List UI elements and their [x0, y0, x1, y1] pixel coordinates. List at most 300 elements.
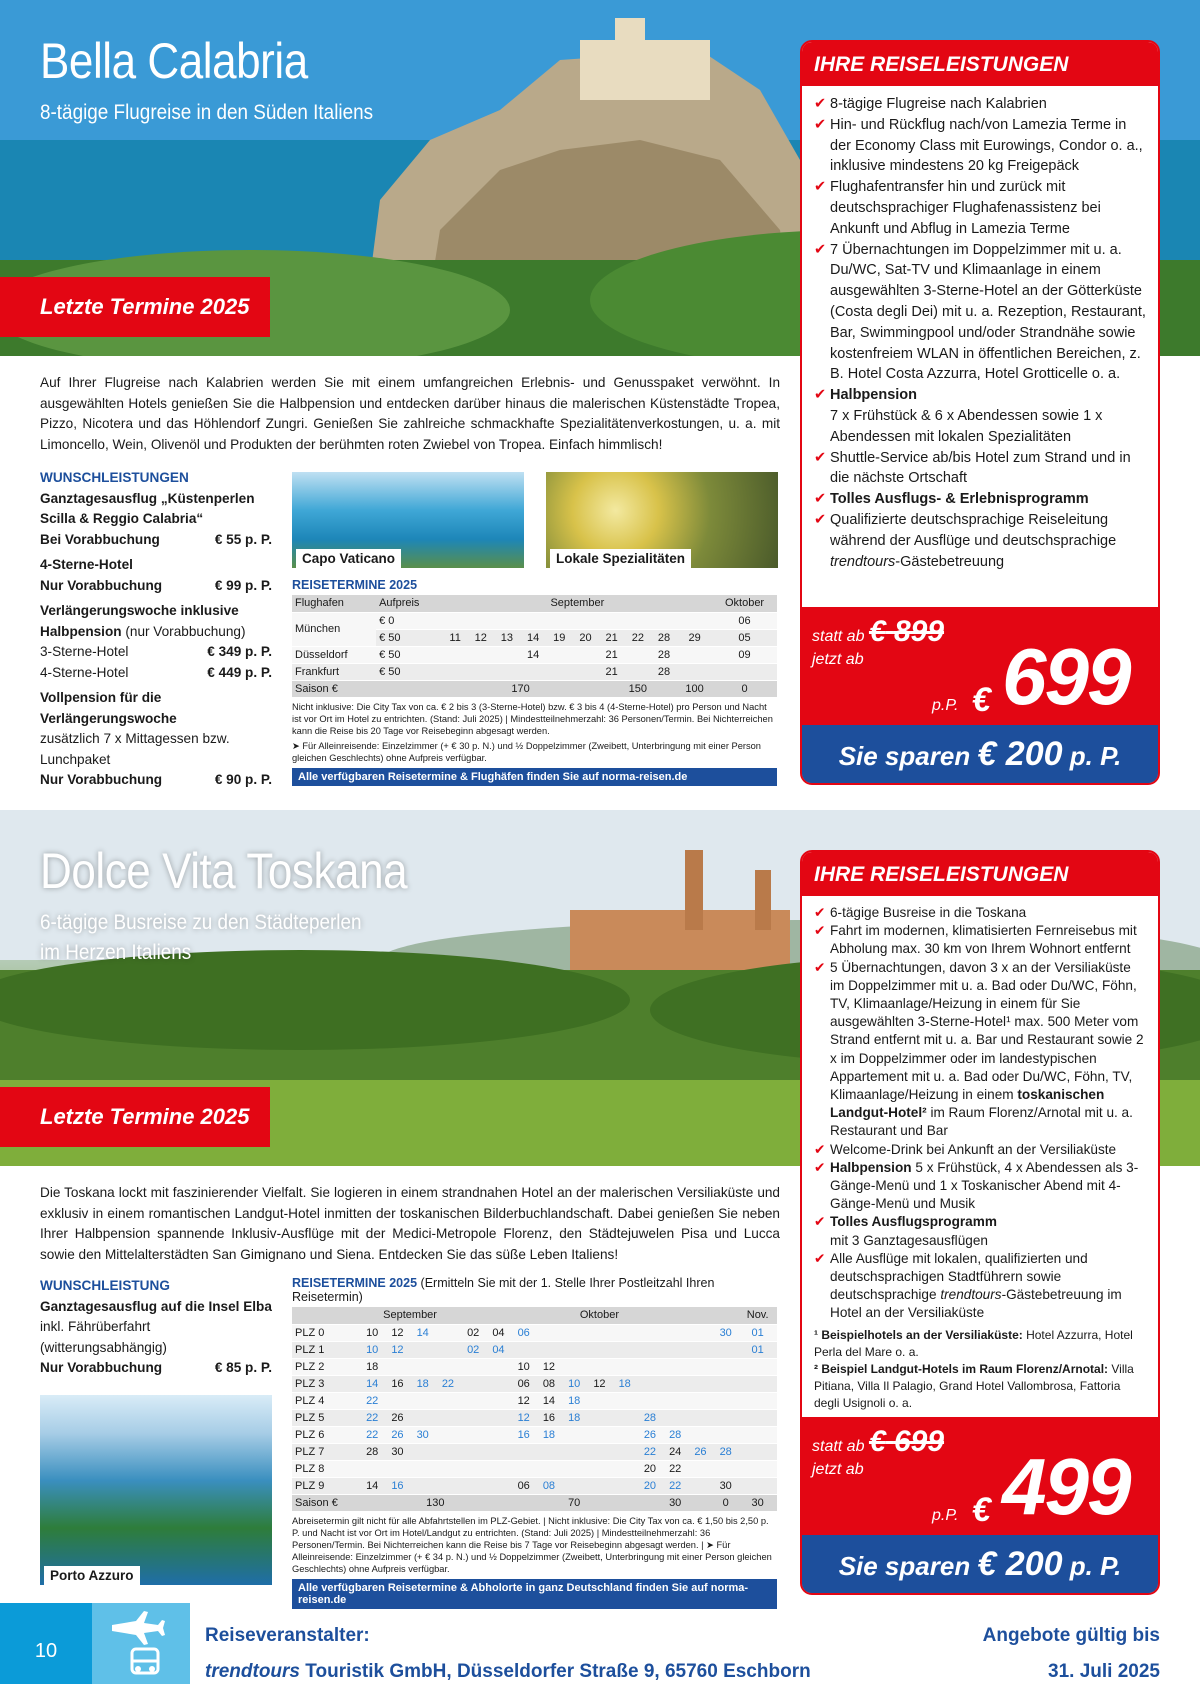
- date-cell: 08: [536, 1375, 561, 1392]
- optional-services: [40, 468, 272, 791]
- date-cell: 20: [637, 1460, 662, 1477]
- organizer-address-text: Touristik GmbH, Düsseldorfer Straße 9, 65760 Eschborn: [305, 1661, 811, 1682]
- date-cell: 10: [562, 1375, 587, 1392]
- euro-symbol: €: [868, 1425, 886, 1458]
- date-cell: 06: [511, 1375, 536, 1392]
- service-item: [814, 1159, 1148, 1214]
- date-cell: 22: [625, 629, 651, 646]
- price-panel: [802, 1417, 1158, 1593]
- service-item-detail: mit 3 Ganztagesausflügen: [830, 1232, 988, 1248]
- date-cell: [612, 1324, 637, 1341]
- season-price: 0: [713, 1494, 738, 1511]
- date-cell: [562, 1460, 587, 1477]
- table-row: [292, 1443, 777, 1460]
- nights-text: 5 Übernachtungen, davon 3 x an der Versiliaküste im Doppelzimmer mit u. a. Bad oder Du/WC, Föhn, TV, Klimaanlage/Heizung in einem für Sie ausgewählten 3-Sterne-Hotel¹ max. 500 Meter vom Strand entfernt mit u. a. Bar und Restaurant sowie 2 x im Doppelzimmer oder im landestypischen Appartement mit u. a. Bad oder Du/WC, Föhn, TV, Klimaanlage/Heizung in einem: [830, 959, 1144, 1103]
- service-item: ✔ Hin- und Rückflug nach/von Lamezia Terme in der Economy Class mit Eurowings, Condor o. a., inklusive mindestens 20 kg Freigepäck: [814, 115, 1148, 177]
- date-cell: [435, 1460, 460, 1477]
- date-cell: 18: [360, 1358, 385, 1375]
- date-cell: [637, 1375, 662, 1392]
- savings-label: Sie sparen: [838, 741, 971, 771]
- date-cell: [612, 1460, 637, 1477]
- brand-name: trendtours: [830, 553, 896, 570]
- new-price: 499: [1002, 1442, 1130, 1531]
- option-label: 4-Sterne-Hotel: [40, 664, 129, 680]
- plz-label: PLZ 7: [292, 1443, 360, 1460]
- season-price: 170: [443, 680, 599, 697]
- old-price-label: statt ab: [812, 628, 865, 645]
- service-item: ✔ Tolles Ausflugs- & Erlebnisprogramm: [814, 489, 1148, 510]
- date-cell: 06: [511, 1324, 536, 1341]
- page-number: 10: [0, 1603, 92, 1684]
- optional-services: [40, 1276, 272, 1379]
- euro-symbol: €: [868, 615, 886, 648]
- date-cell: [637, 1324, 662, 1341]
- date-cell: 28: [651, 646, 677, 663]
- date-cell: 18: [410, 1375, 435, 1392]
- date-cell: [688, 1426, 713, 1443]
- date-cell: [562, 1358, 587, 1375]
- date-cell: 28: [651, 629, 677, 646]
- table-row: [292, 1341, 777, 1358]
- date-cell: [738, 1460, 777, 1477]
- service-item: ✔ Shuttle-Service ab/bis Hotel zum Strand und in die nächste Ortschaft: [814, 448, 1148, 490]
- plz-label: PLZ 1: [292, 1341, 360, 1358]
- travel-dates-heading: REISETERMINE 2025: [292, 578, 418, 592]
- option-price: € 55 p. P.: [214, 531, 272, 547]
- photo-caption: Capo Vaticano: [296, 549, 401, 568]
- bus-icon: [132, 1649, 158, 1673]
- date-cell: [435, 1426, 460, 1443]
- date-cell: [486, 1477, 511, 1494]
- table-row: [292, 1392, 777, 1409]
- date-cell: 28: [713, 1443, 738, 1460]
- date-cell: 04: [486, 1341, 511, 1358]
- date-cell: [486, 1375, 511, 1392]
- airport-munich: München: [292, 612, 376, 646]
- date-cell: 22: [360, 1426, 385, 1443]
- date-cell: [713, 1392, 738, 1409]
- date-cell: [461, 1426, 486, 1443]
- date-cell: 14: [536, 1392, 561, 1409]
- date-cell: 14: [360, 1375, 385, 1392]
- date-cell: 04: [486, 1324, 511, 1341]
- col-october: Oktober: [712, 595, 777, 612]
- date-cell: [562, 1477, 587, 1494]
- date-cell: [536, 1324, 561, 1341]
- date-cell: [713, 1375, 738, 1392]
- date-cell: 20: [572, 629, 598, 646]
- footnote-text: Hotel Azzurra, Hotel Perla del Mare o. a.: [814, 1327, 1133, 1359]
- date-cell: 21: [599, 663, 625, 680]
- savings-banner: [802, 725, 1158, 783]
- date-cell: [612, 1341, 637, 1358]
- date-cell: 21: [599, 646, 625, 663]
- old-price-value: 699: [893, 1425, 945, 1458]
- date-cell: [461, 1409, 486, 1426]
- date-cell: [637, 1341, 662, 1358]
- date-cell: 26: [688, 1443, 713, 1460]
- date-cell: [688, 1460, 713, 1477]
- service-item: ✔ Flughafentransfer hin und zurück mit deutschsprachiger Flughafenassistenz bei Ankunft und Abflug in Lamezia Terme: [814, 177, 1148, 239]
- date-cell: [612, 1443, 637, 1460]
- date-cell: [688, 1375, 713, 1392]
- euro-symbol: €: [972, 1491, 991, 1529]
- date-cell: 14: [520, 646, 546, 663]
- date-cell: [713, 1358, 738, 1375]
- col-november: Nov.: [738, 1307, 777, 1324]
- date-cell: 16: [511, 1426, 536, 1443]
- date-cell: 22: [637, 1443, 662, 1460]
- date-cell: [688, 1392, 713, 1409]
- date-cell: 10: [360, 1341, 385, 1358]
- airport-frankfurt: Frankfurt: [292, 663, 376, 680]
- date-cell: 08: [536, 1477, 561, 1494]
- services-heading: IHRE REISELEISTUNGEN: [802, 852, 1158, 896]
- date-cell: 26: [385, 1426, 410, 1443]
- footnote-title: ² Beispiel Landgut-Hotels im Raum Florenz/Arnotal:: [814, 1361, 1109, 1376]
- date-cell: [410, 1358, 435, 1375]
- option-label: Nur Vorabbuchung: [40, 772, 163, 787]
- table-row: [292, 1375, 777, 1392]
- date-cell: [663, 1341, 688, 1358]
- col-september: September: [360, 1307, 461, 1324]
- brand-name: trendtours: [940, 1287, 1002, 1303]
- option-label: 3-Sterne-Hotel: [40, 644, 129, 659]
- date-cell: [637, 1358, 662, 1375]
- date-cell: [486, 1443, 511, 1460]
- more-dates-link[interactable]: Alle verfügbaren Reisetermine & Abholorte in ganz Deutschland finden Sie auf norma-reisen.de: [292, 1579, 777, 1609]
- date-cell: [511, 1460, 536, 1477]
- savings-suffix: p. P.: [1069, 741, 1122, 771]
- col-september: September: [443, 595, 712, 612]
- date-cell: [461, 1358, 486, 1375]
- intro-text: Auf Ihrer Flugreise nach Kalabrien werden Sie mit einem umfangreichen Erlebnis- und Genusspaket verwöhnt. In ausgewählten Hotels genießen Sie die Halbpension und entdecken darüber hinaus die malerischen Küstenstädte Tropea, Pizzo, Nicotera und das Höhlendorf Zungri. Genießen Sie zahlreiche schmackhafte Spezialitätenverkostungen, u. a. mit Limoncello, Wein, Olivenöl und Produkten der berühmten roten Zwiebel von Tropea. Einfach himmlisch!: [40, 375, 780, 452]
- savings-banner: [802, 1535, 1158, 1593]
- date-cell: [461, 1392, 486, 1409]
- date-cell: 11: [443, 629, 468, 646]
- date-cell: 16: [536, 1409, 561, 1426]
- brand-name: trendtours: [205, 1661, 300, 1682]
- date-cell: 14: [360, 1477, 385, 1494]
- services-heading: IHRE REISELEISTUNGEN: [802, 42, 1158, 86]
- date-cell: [688, 1409, 713, 1426]
- date-cell: 14: [520, 629, 546, 646]
- service-item: ✔ 6-tägige Busreise in die Toskana: [814, 904, 1148, 922]
- plz-label: PLZ 0: [292, 1324, 360, 1341]
- date-cell: [385, 1460, 410, 1477]
- date-cell: [511, 1341, 536, 1358]
- dates-table: [292, 595, 777, 698]
- season-price: 100: [677, 680, 712, 697]
- date-cell: [587, 1409, 612, 1426]
- date-cell: 30: [713, 1324, 738, 1341]
- savings-label: Sie sparen: [838, 1551, 971, 1581]
- date-cell: [435, 1324, 460, 1341]
- plz-label: PLZ 3: [292, 1375, 360, 1392]
- date-cell: [637, 1392, 662, 1409]
- option-title: Vollpension für die Verlängerungswoche: [40, 690, 177, 726]
- date-cell: 12: [587, 1375, 612, 1392]
- date-cell: [410, 1409, 435, 1426]
- date-cell: [435, 1358, 460, 1375]
- season-price: 0: [712, 680, 777, 697]
- date-cell: [738, 1409, 777, 1426]
- date-cell: 30: [713, 1477, 738, 1494]
- footnotes: [802, 1323, 1158, 1412]
- plz-label: PLZ 2: [292, 1358, 360, 1375]
- date-cell: [587, 1443, 612, 1460]
- date-cell: [587, 1341, 612, 1358]
- date-cell: [562, 1426, 587, 1443]
- date-cell: 29: [677, 629, 712, 646]
- date-cell: 22: [435, 1375, 460, 1392]
- page-footer: [0, 1603, 1200, 1684]
- date-cell: [486, 1392, 511, 1409]
- date-cell: 02: [461, 1341, 486, 1358]
- guide-text-end: -Gästebetreuung im Hotel an der Versiliaküste: [830, 1287, 1122, 1321]
- date-cell: [562, 1341, 587, 1358]
- date-cell: [486, 1426, 511, 1443]
- date-cell: 22: [663, 1460, 688, 1477]
- col-october: Oktober: [461, 1307, 739, 1324]
- date-cell: 20: [637, 1477, 662, 1494]
- last-dates-ribbon: Letzte Termine 2025: [0, 277, 270, 337]
- season-price: 30: [637, 1494, 713, 1511]
- date-cell: [612, 1409, 637, 1426]
- date-cell: [663, 1324, 688, 1341]
- organizer-address: [205, 1661, 811, 1683]
- date-cell: [612, 1358, 637, 1375]
- last-dates-ribbon: Letzte Termine 2025: [0, 1087, 270, 1147]
- dates-table: [292, 1307, 777, 1512]
- date-cell: 06: [712, 612, 777, 629]
- season-price: 130: [360, 1494, 512, 1511]
- date-cell: 30: [385, 1443, 410, 1460]
- table-row: [292, 1358, 777, 1375]
- date-cell: 10: [511, 1358, 536, 1375]
- date-cell: 02: [461, 1324, 486, 1341]
- date-cell: 28: [637, 1409, 662, 1426]
- date-cell: 26: [637, 1426, 662, 1443]
- date-cell: [612, 1477, 637, 1494]
- date-cell: [435, 1341, 460, 1358]
- date-cell: [688, 1341, 713, 1358]
- table-row: [292, 1409, 777, 1426]
- date-cell: [435, 1443, 460, 1460]
- table-row: [292, 1324, 777, 1341]
- date-cell: [360, 1460, 385, 1477]
- date-cell: 12: [511, 1409, 536, 1426]
- photo-caption: Porto Azzuro: [44, 1566, 140, 1585]
- table-notes: Nicht inklusive: Die City Tax von ca. € 2 bis 3 (3-Sterne-Hotel) bzw. € 3 bis 4 (4-Sterne-Hotel) pro Person und Nacht ist vor Ort im Hotel zu entrichten. (Stand: Juli 2025) | Mindestteilnehmerzahl: 36 Personen/Termin. Bei Nichterreichen kann die Reise bis 20 Tage vor Reisebeginn abgesagt werden.: [292, 701, 773, 736]
- date-cell: [410, 1341, 435, 1358]
- guide-text: Qualifizierte deutschsprachige Reiseleitung während der Ausflüge und deutschsprachige: [830, 511, 1117, 549]
- option-price: € 85 p. P.: [214, 1360, 272, 1375]
- date-cell: [536, 1443, 561, 1460]
- plz-label: PLZ 9: [292, 1477, 360, 1494]
- euro-symbol: €: [972, 681, 991, 719]
- travel-dates-tuscany: [292, 1276, 777, 1609]
- airplane-icon: [112, 1611, 165, 1645]
- date-cell: [738, 1443, 777, 1460]
- new-price: 699: [1002, 632, 1130, 721]
- service-item-detail: 7 x Frühstück & 6 x Abendessen sowie 1 x Abendessen mit lokalen Spezialitäten: [830, 407, 1103, 445]
- option-text: zusätzlich 7 x Mittagessen bzw. Lunchpaket: [40, 731, 230, 767]
- optional-services-heading: WUNSCHLEISTUNG: [40, 1278, 170, 1293]
- offer-title: Dolce Vita Toskana: [40, 843, 408, 899]
- date-cell: 13: [494, 629, 520, 646]
- option-note: (nur Vorabbuchung): [125, 623, 246, 639]
- guide-text-end: -Gästebetreuung: [895, 553, 1005, 570]
- date-cell: [738, 1392, 777, 1409]
- option-price: € 90 p. P.: [214, 772, 272, 787]
- date-cell: [713, 1409, 738, 1426]
- date-cell: [461, 1477, 486, 1494]
- intro-text: Die Toskana lockt mit faszinierender Vielfalt. Sie logieren in einem strandnahen Hotel an der malerischen Versiliaküste und exklusiv in einem romantischen Landgut-Hotel inmitten der toskanischen Bilderbuchlandschaft. Dabei genießen Sie neben Ihrer Halbpension spannende Inklusiv-Ausflüge mit der Medici-Metropole Florenz, den Städtejuwelen Pisa und Lucca sowie den Mittelalterstädten San Gimignano und Siena. Entdecken Sie das süße Leben Italiens!: [40, 1185, 780, 1262]
- date-cell: 26: [385, 1409, 410, 1426]
- option-text: inkl. Fährüberfahrt (witterungsabhängig): [40, 1319, 167, 1355]
- date-cell: [511, 1443, 536, 1460]
- now-label: jetzt ab: [812, 651, 864, 668]
- date-cell: 21: [599, 629, 625, 646]
- plz-label: PLZ 6: [292, 1426, 360, 1443]
- validity-label: Angebote gültig bis: [982, 1625, 1160, 1646]
- option-price: € 449 p. P.: [207, 664, 272, 680]
- date-cell: 10: [360, 1324, 385, 1341]
- old-price: [812, 615, 944, 649]
- col-airport: Flughafen: [292, 595, 376, 612]
- option-label: Nur Vorabbuchung: [40, 577, 163, 593]
- date-cell: [713, 1460, 738, 1477]
- date-cell: [738, 1477, 777, 1494]
- savings-suffix: p. P.: [1069, 1551, 1122, 1581]
- date-cell: [587, 1392, 612, 1409]
- date-cell: 22: [360, 1409, 385, 1426]
- date-cell: 24: [663, 1443, 688, 1460]
- service-item: ✔ 7 Übernachtungen im Doppelzimmer mit u. a. Du/WC, Sat-TV und Klimaanlage in einem ausgewählten 3-Sterne-Hotel an der Götterküste (Costa degli Dei) mit u. a. Rezeption, Restaurant, Bar, Swimmingpool und/oder Strandnähe sowie kostenfreiem WLAN in öffentlichen Bereichen, z. B. Hotel Costa Azzurra, Hotel Grotticelle o. a.: [814, 240, 1148, 386]
- date-cell: [663, 1358, 688, 1375]
- date-cell: [461, 1375, 486, 1392]
- plz-label: PLZ 5: [292, 1409, 360, 1426]
- date-cell: [663, 1392, 688, 1409]
- offer-subtitle: 6-tägige Busreise zu den Städteperlen: [40, 911, 362, 934]
- more-dates-link[interactable]: Alle verfügbaren Reisetermine & Flughäfen finden Sie auf norma-reisen.de: [292, 768, 777, 786]
- date-cell: 12: [468, 629, 494, 646]
- organizer-label: Reiseveranstalter:: [205, 1625, 370, 1646]
- date-cell: 01: [738, 1341, 777, 1358]
- date-cell: 12: [536, 1358, 561, 1375]
- date-cell: [461, 1460, 486, 1477]
- table-row: [292, 1477, 777, 1494]
- date-cell: 18: [536, 1426, 561, 1443]
- date-cell: 22: [360, 1392, 385, 1409]
- date-cell: 12: [385, 1341, 410, 1358]
- col-surcharge: Aufpreis: [376, 595, 443, 612]
- option-price: € 349 p. P.: [207, 644, 272, 659]
- now-label: jetzt ab: [812, 1461, 864, 1478]
- old-price: [812, 1425, 944, 1459]
- date-cell: [536, 1341, 561, 1358]
- date-cell: 30: [410, 1426, 435, 1443]
- date-cell: [713, 1341, 738, 1358]
- date-cell: [385, 1358, 410, 1375]
- date-cell: [410, 1443, 435, 1460]
- services-list: [802, 896, 1158, 1323]
- date-cell: [562, 1324, 587, 1341]
- date-cell: [587, 1426, 612, 1443]
- service-item: ✔ Tolles Ausflugsprogramm: [814, 1213, 1148, 1231]
- footnote-text: Villa Pitiana, Villa Il Palagio, Grand Hotel Vallombrosa, Fattoria degli Usignoli o. a.: [814, 1361, 1134, 1410]
- date-cell: 28: [360, 1443, 385, 1460]
- date-cell: [688, 1324, 713, 1341]
- date-cell: 12: [385, 1324, 410, 1341]
- date-cell: [612, 1392, 637, 1409]
- date-cell: [688, 1477, 713, 1494]
- season-price: 30: [738, 1494, 777, 1511]
- optional-services-heading: WUNSCHLEISTUNGEN: [40, 470, 189, 485]
- date-cell: [486, 1460, 511, 1477]
- included-services-box: [800, 850, 1160, 1595]
- date-cell: 28: [651, 663, 677, 680]
- savings-amount: € 200: [977, 735, 1063, 773]
- date-cell: [738, 1358, 777, 1375]
- date-cell: [410, 1392, 435, 1409]
- photo-caption: Lokale Spezialitäten: [550, 549, 691, 568]
- price-panel: [802, 607, 1158, 783]
- date-cell: 28: [663, 1426, 688, 1443]
- date-cell: 01: [738, 1324, 777, 1341]
- option-price: € 99 p. P.: [214, 577, 272, 593]
- date-cell: 06: [511, 1477, 536, 1494]
- date-cell: [486, 1409, 511, 1426]
- date-cell: [486, 1358, 511, 1375]
- table-row: [292, 1426, 777, 1443]
- date-cell: 12: [511, 1392, 536, 1409]
- surcharge: € 0: [376, 612, 443, 629]
- savings-amount: € 200: [977, 1545, 1063, 1583]
- date-cell: 18: [612, 1375, 637, 1392]
- season-row: [292, 1494, 777, 1511]
- option-label: Nur Vorabbuchung: [40, 1360, 163, 1375]
- date-cell: 18: [562, 1409, 587, 1426]
- date-cell: [663, 1375, 688, 1392]
- table-notes: Abreisetermin gilt nicht für alle Abfahrtstellen im PLZ-Gebiet. | Nicht inklusive: Die City Tax von ca. € 1,50 bis 2,50 p. P. und Nacht ist vor Ort im Hotel/Landgut zu entrichten. (Stand: Juli 2025) | Mindestteilnehmerzahl: 36 Personen/Termin. Bei Nichterreichen kann die Reise bis 7 Tage vor Reisebeginn abgesagt werden. | ➤ Für Alleinreisende: Einzelzimmer (+ € 34 p. N.) und ½ Doppelzimmer (Zweibett, Unterbringung mit einer Person gleichen Geschlechts) ohne Aufpreis verfügbar.: [292, 1515, 772, 1574]
- offer-calabria: [0, 0, 1200, 805]
- date-cell: 16: [385, 1477, 410, 1494]
- service-item: [814, 510, 1148, 572]
- services-list: [802, 86, 1158, 572]
- date-cell: 09: [712, 646, 777, 663]
- half-board-text: 5 x Frühstück, 4 x Abendessen als 3-Gänge-Menü und 1 x Toskanischer Abend mit 4-Gänge-Menü und Musik: [830, 1159, 1139, 1212]
- date-cell: [410, 1477, 435, 1494]
- season-label: Saison €: [292, 680, 443, 697]
- date-cell: [587, 1358, 612, 1375]
- date-cell: 19: [546, 629, 572, 646]
- travel-mode-icons: [92, 1603, 190, 1684]
- travel-dates-heading: REISETERMINE 2025: [292, 1276, 418, 1290]
- guide-text: Alle Ausflüge mit lokalen, qualifizierten und deutschsprachigen Stadtführern sowie deutschsprachige: [830, 1250, 1088, 1303]
- option-title: Verlängerungswoche inklusive Halbpension: [40, 603, 239, 639]
- service-item: ✔ Welcome-Drink bei Ankunft an der Versiliaküste: [814, 1141, 1148, 1159]
- per-person-label: p.P.: [932, 697, 959, 714]
- date-cell: [410, 1460, 435, 1477]
- date-cell: [587, 1477, 612, 1494]
- single-traveler-note: ➤ Für Alleinreisende: Einzelzimmer (+ € 30 p. N.) und ½ Doppelzimmer (Zweibett, Unterbringung mit einer Person gleichen Geschlechts) ohne Aufpreis verfügbar.: [292, 740, 761, 763]
- date-cell: [663, 1409, 688, 1426]
- estate-hotel: toskanischen Landgut-Hotel²: [830, 1087, 1105, 1121]
- capo-vaticano-photo: [292, 472, 524, 568]
- service-item: [814, 959, 1148, 1141]
